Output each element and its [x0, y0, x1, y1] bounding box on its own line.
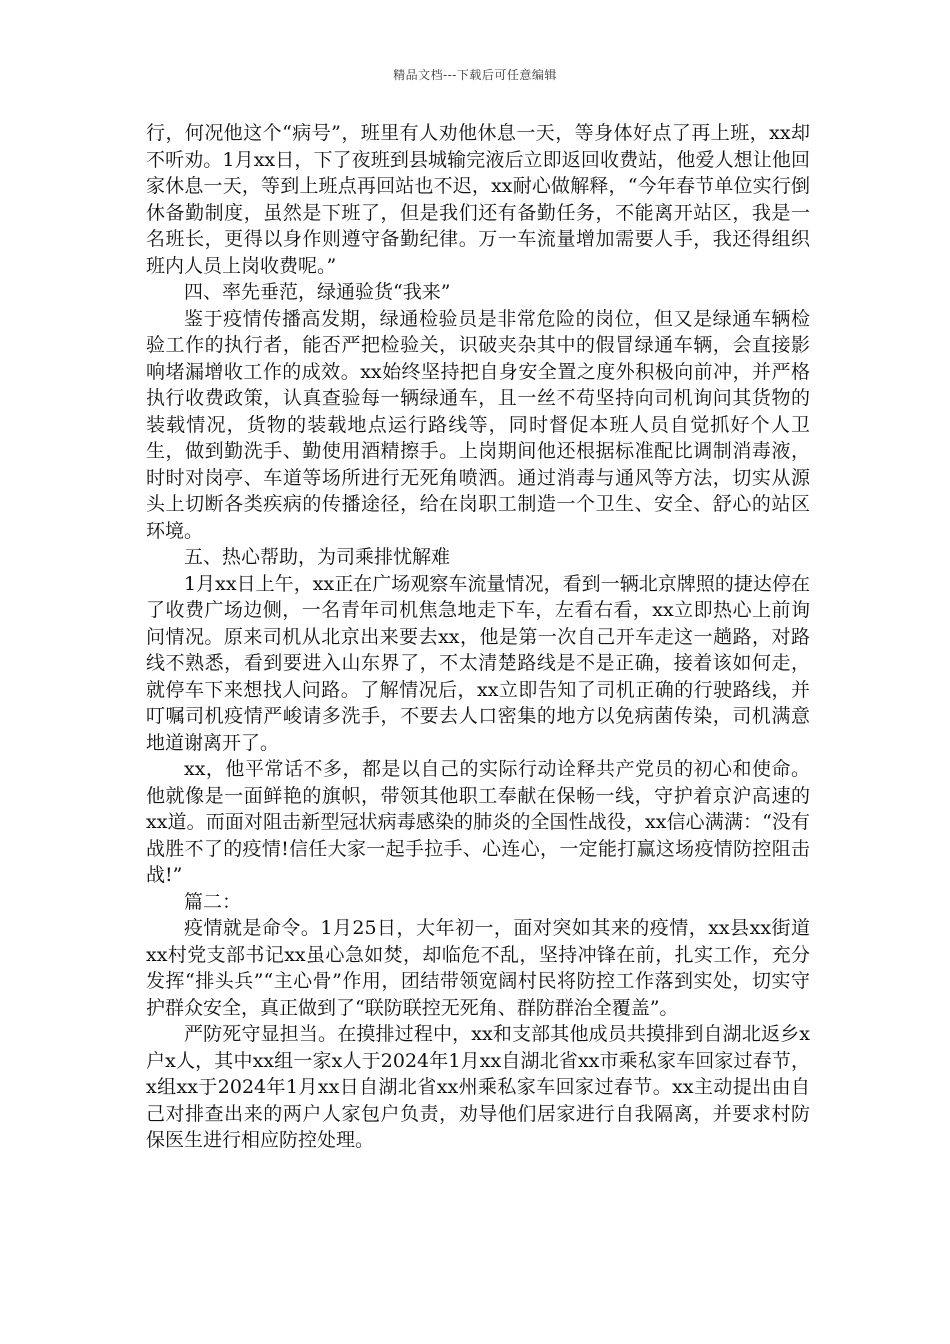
paragraph: 严防死守显担当。在摸排过程中，xx和支部其他成员共摸排到自湖北返乡x户x人，其中xx组一家x人于2024年1月xx自湖北省xx市乘私家车回家过春节，x组xx于2024年1月xx日自湖北省xx州乘私家车回家过春节。xx主动提出由自己对排查出来的两户人家包户负责，劝导他们居家进行自我隔离，并要求村防保医生进行相应防控处理。	[146, 1023, 810, 1151]
section-heading: 四、率先垂范，绿通验货“我来”	[184, 281, 451, 303]
section-heading: 篇二：	[184, 890, 242, 913]
section-heading: 五、热心帮助，为司乘排忧解难	[184, 546, 451, 568]
paragraph: xx，他平常话不多，都是以自己的实际行动诠释共产党员的初心和使命。他就像是一面鲜艳的旗帜，带领其他职工奉献在保畅一线，守护着京沪高速的xx道。而面对阻击新型冠状病毒感染的肺炎的全国性战役，xx信心满满：“没有战胜不了的疫情!信任大家一起手拉手、心连心，一定能打赢这场疫情防控阻击战!”	[146, 758, 810, 886]
paragraph: 疫情就是命令。1月25日，大年初一，面对突如其来的疫情，xx县xx街道xx村党支部书记xx虽心急如焚，却临危不乱，坚持冲锋在前，扎实工作，充分发挥“排头兵”“主心骨”作用，团结带领宽阔村民将防控工作落到实处，切实守护群众安全，真正做到了“联防联控无死角、群防群治全覆盖”。	[146, 917, 810, 1019]
document-body	[146, 120, 810, 1154]
paragraph: 1月xx日上午，xx正在广场观察车流量情况，看到一辆北京牌照的捷达停在了收费广场边侧，一名青年司机焦急地走下车，左看右看，xx立即热心上前询问情况。原来司机从北京出来要去xx，他是第一次自己开车走这一趟路，对路线不熟悉，看到要进入山东界了，不太清楚路线是不是正确，接着该如何走，就停车下来想找人问路。了解情况后，xx立即告知了司机正确的行驶路线，并叮嘱司机疫情严峻请多洗手，不要去人口密集的地方以免病菌传染，司机满意地道谢离开了。	[146, 572, 810, 754]
paragraph: 鉴于疫情传播高发期，绿通检验员是非常危险的岗位，但又是绿通车辆检验工作的执行者，能否严把检验关，识破夹杂其中的假冒绿通车辆，会直接影响堵漏增收工作的成效。xx始终坚持把自身安全置之度外积极向前冲，并严格执行收费政策，认真查验每一辆绿通车，且一丝不苟坚持向司机询问其货物的装载情况，货物的装载地点运行路线等，同时督促本班人员自觉抓好个人卫生，做到勤洗手、勤使用酒精擦手。上岗期间他还根据标准配比调制消毒液，时时对岗亭、车道等场所进行无死角喷洒。通过消毒与通风等方法，切实从源头上切断各类疾病的传播途径，给在岗职工制造一个卫生、安全、舒心的站区环境。	[146, 307, 810, 542]
paragraph: 行，何况他这个“病号”，班里有人劝他休息一天，等身体好点了再上班，xx却不听劝。1月xx日，下了夜班到县城输完液后立即返回收费站，他爱人想让他回家休息一天，等到上班点再回站也不迟，xx耐心做解释，“今年春节单位实行倒休备勤制度，虽然是下班了，但是我们还有备勤任务，不能离开站区，我是一名班长，更得以身作则遵守备勤纪律。万一车流量增加需要人手，我还得组织班内人员上岗收费呢。”	[146, 122, 810, 277]
page-header: 精品文档---下载后可任意编辑	[393, 68, 557, 82]
